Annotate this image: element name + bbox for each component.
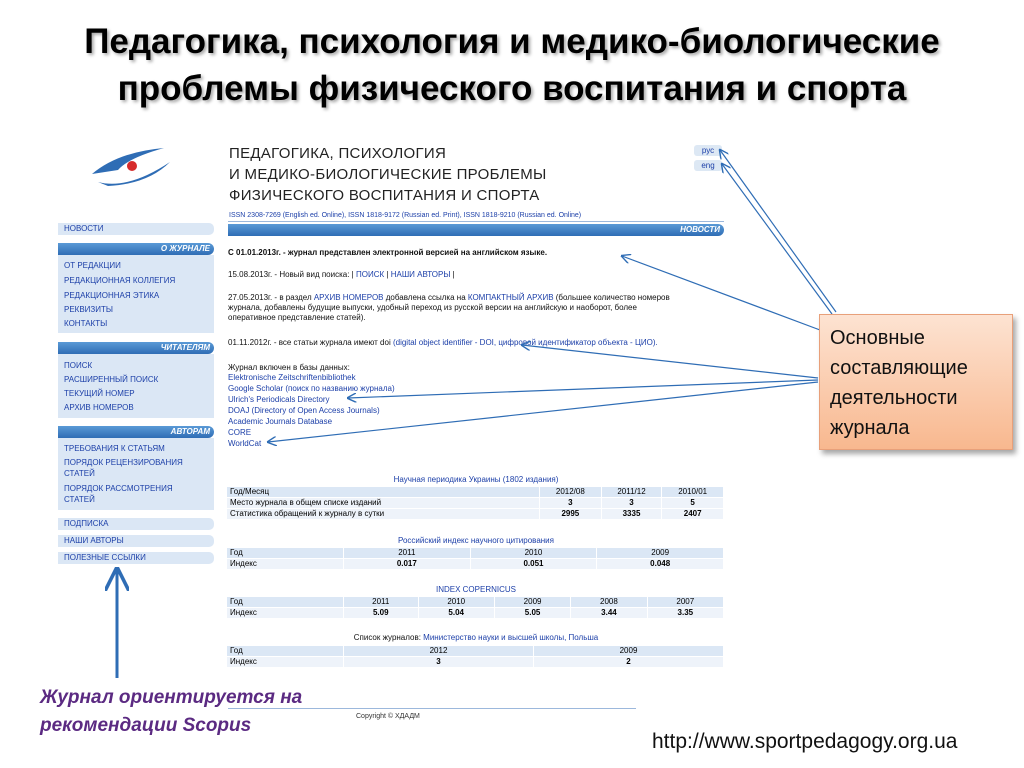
sidebar-readers-header: ЧИТАТЕЛЯМ	[58, 342, 214, 354]
table-cell: 3.35	[647, 608, 723, 619]
table-cell: 2010	[470, 548, 597, 559]
site-url[interactable]: http://www.sportpedagogy.org.ua	[652, 730, 958, 753]
sidebar-item-archive[interactable]: АРХИВ НОМЕРОВ	[64, 403, 134, 412]
table-cell: Индекс	[227, 657, 344, 668]
table-cell: 2009	[534, 646, 724, 657]
table-cell: 2011	[344, 597, 419, 608]
sidebar-about-header: О ЖУРНАЛЕ	[58, 243, 214, 255]
table-cell: 3.44	[571, 608, 647, 619]
sidebar-item-ethics[interactable]: РЕДАКЦИОННАЯ ЭТИКА	[64, 291, 160, 300]
db-link-ulrichs[interactable]: Ulrich's Periodicals Directory	[228, 395, 330, 404]
journal-header-line2: И МЕДИКО-БИОЛОГИЧЕСКИЕ ПРОБЛЕМЫ	[229, 166, 547, 183]
news-item-1: С 01.01.2013г. - журнал представлен электронной версией на английском языке.	[228, 248, 548, 257]
bottom-note-line2: рекомендации Scopus	[40, 715, 252, 736]
table-cell: 2407	[662, 509, 724, 520]
db-link-doaj[interactable]: DOAJ (Directory of Open Access Journals)	[228, 406, 380, 415]
sidebar-item-editorial-board[interactable]: РЕДАКЦИОННАЯ КОЛЛЕГИЯ	[64, 276, 176, 285]
news-search-link[interactable]: ПОИСК	[355, 270, 385, 279]
callout-box: Основные составляющие деятельности журнала	[819, 314, 1013, 450]
table-cell: 3335	[601, 509, 662, 520]
db-link-worldcat[interactable]: WorldCat	[228, 439, 262, 448]
db-link-google-scholar[interactable]: Google Scholar (поиск по названию журнала)	[228, 384, 395, 393]
db-link-academic-journals[interactable]: Academic Journals Database	[228, 417, 333, 426]
table-cell: 2011/12	[601, 487, 662, 498]
lang-en-button[interactable]: eng	[694, 160, 722, 171]
issn-line: ISSN 2308-7269 (English ed. Online), ISSN 1818-9172 (Russian ed. Print), ISSN 1818-9210 (Russian ed. Online)	[229, 212, 582, 219]
table-cell: 2007	[647, 597, 723, 608]
table-cell: 3	[344, 657, 534, 668]
news-item-4-text: 01.11.2012г. - все статьи журнала имеют doi	[228, 338, 391, 347]
slide-title-line1: Педагогика, психология и медико-биологические	[84, 22, 940, 61]
table-cell: 2012/08	[540, 487, 602, 498]
table2-title: Российский индекс научного цитирования	[398, 536, 554, 545]
sidebar-item-consideration[interactable]: ПОРЯДОК РАССМОТРЕНИЯ	[64, 484, 173, 493]
table4-title-link[interactable]: Министерство науки и высшей школы, Польша	[423, 633, 599, 642]
table4-title-text: Список журналов:	[353, 633, 421, 642]
journal-header-line3: ФИЗИЧЕСКОГО ВОСПИТАНИЯ И СПОРТА	[229, 187, 540, 204]
table-cell: 0.051	[470, 559, 597, 570]
news-archive-link[interactable]: АРХИВ НОМЕРОВ	[313, 293, 384, 302]
bottom-note-line1: Журнал ориентируется на	[40, 687, 303, 708]
arrow-to-english-news	[622, 256, 820, 330]
table-cell: 0.017	[344, 559, 471, 570]
news-compact-archive-link[interactable]: КОМПАКТНЫЙ АРХИВ	[467, 293, 554, 302]
news-item-3-line3: оперативное представление статей).	[228, 313, 366, 322]
sidebar-item-current-issue[interactable]: ТЕКУЩИЙ НОМЕР	[64, 389, 135, 398]
table-cell: Индекс	[227, 608, 344, 619]
table-cell: 2010	[418, 597, 494, 608]
table-cell: Год	[227, 597, 344, 608]
table-cell: Статистика обращений к журналу в сутки	[227, 509, 540, 520]
db-intro: Журнал включен в базы данных:	[228, 363, 350, 372]
table-cell: 2008	[571, 597, 647, 608]
sidebar-item-requirements[interactable]: ТРЕБОВАНИЯ К СТАТЬЯМ	[64, 444, 165, 453]
table3-title: INDEX COPERNICUS	[435, 585, 516, 594]
news-doi-link[interactable]: (digital object identifier - DOI, цифровой идентификатор объекта - ЦИО).	[392, 338, 658, 347]
table-cell: Год	[227, 548, 344, 559]
table-cell: Год	[227, 646, 344, 657]
sidebar-item-review-procedure-cont[interactable]: СТАТЕЙ	[64, 469, 95, 478]
sidebar-item-advanced-search[interactable]: РАСШИРЕННЫЙ ПОИСК	[64, 375, 159, 384]
table-cell: 2009	[597, 548, 724, 559]
news-item-3-post: (большее количество номеров	[555, 293, 670, 302]
table-cell: Место журнала в общем списке изданий	[227, 498, 540, 509]
news-item-2-text: 15.08.2013г. - Новый вид поиска: |	[228, 270, 354, 279]
table-cell: 5.09	[344, 608, 419, 619]
arrow-to-ulrichs	[348, 380, 818, 398]
news-item-2-sep: |	[386, 270, 389, 279]
table-cell: 2012	[344, 646, 534, 657]
news-item-3-line2: журнала, добавлены будущие выпуски, удобный переход из русской версии на английскую и наоборот, более	[228, 303, 637, 312]
table1-title: Научная периодика Украины (1802 издания)	[393, 475, 559, 484]
sidebar-item-requisites[interactable]: РЕКВИЗИТЫ	[64, 305, 113, 314]
news-bar: НОВОСТИ	[228, 224, 724, 236]
table-cell: 2995	[540, 509, 602, 520]
table-cell: 0.048	[597, 559, 724, 570]
sidebar-item-consideration-cont[interactable]: СТАТЕЙ	[64, 495, 95, 504]
arrow-to-lang-ru	[720, 150, 836, 312]
sidebar-item-from-editors[interactable]: ОТ РЕДАКЦИИ	[64, 261, 121, 270]
table-cell: 5	[662, 498, 724, 509]
news-authors-link[interactable]: НАШИ АВТОРЫ	[390, 270, 451, 279]
copyright: Copyright © ХДАДМ	[356, 713, 420, 720]
news-item-3-text: 27.05.2013г. - в раздел	[228, 293, 312, 302]
table-cell: 2	[534, 657, 724, 668]
sidebar-item-contacts[interactable]: КОНТАКТЫ	[64, 319, 108, 328]
table-cell: 2011	[344, 548, 471, 559]
db-link-core[interactable]: CORE	[228, 428, 252, 437]
slide-title-line2: проблемы физического воспитания и спорта	[117, 69, 907, 108]
sidebar-item-search[interactable]: ПОИСК	[64, 361, 93, 370]
sidebar-useful-links[interactable]: ПОЛЕЗНЫЕ ССЫЛКИ	[58, 552, 214, 564]
bottom-note	[40, 684, 302, 740]
lang-ru-button[interactable]: рус	[694, 145, 722, 156]
sidebar-authors-header: АВТОРАМ	[58, 426, 214, 438]
sidebar-news[interactable]: НОВОСТИ	[58, 223, 214, 235]
news-item-3-mid: добавлена ссылка на	[385, 293, 466, 302]
arrow-to-lang-en	[722, 164, 832, 314]
table-cell: Индекс	[227, 559, 344, 570]
table-cell: 3	[601, 498, 662, 509]
table-cell: 2010/01	[662, 487, 724, 498]
sidebar-our-authors[interactable]: НАШИ АВТОРЫ	[58, 535, 214, 547]
table-cell: 3	[540, 498, 602, 509]
table-cell: Год/Месяц	[227, 487, 540, 498]
table-cell: 2009	[494, 597, 570, 608]
db-link-ezb[interactable]: Elektronische Zeitschriftenbibliothek	[228, 373, 356, 382]
arrow-to-doi	[522, 345, 818, 378]
sidebar-subscribe[interactable]: ПОДПИСКА	[58, 518, 214, 530]
journal-header-line1: ПЕДАГОГИКА, ПСИХОЛОГИЯ	[229, 145, 447, 162]
table-cell: 5.04	[418, 608, 494, 619]
news-item-2-end: |	[452, 270, 455, 279]
sidebar-item-review-procedure[interactable]: ПОРЯДОК РЕЦЕНЗИРОВАНИЯ	[64, 458, 183, 467]
table-cell: 5.05	[494, 608, 570, 619]
